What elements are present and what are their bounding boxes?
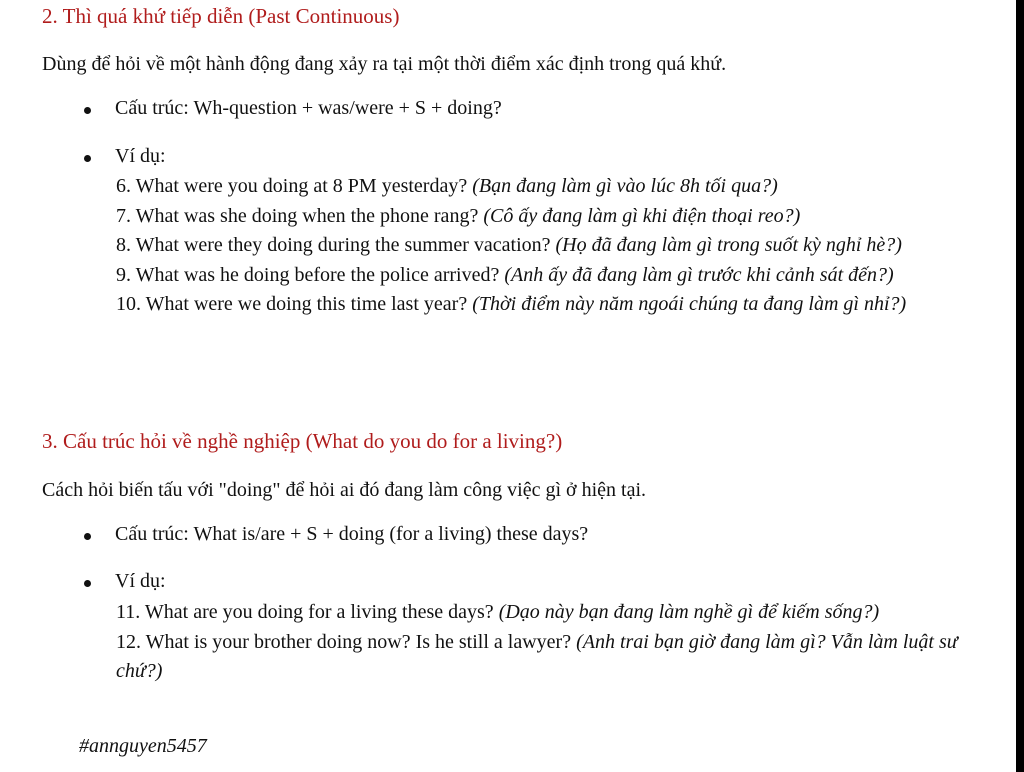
example-item [116,202,986,232]
section-3-description: Cách hỏi biến tấu với "doing" để hỏi ai đó đang làm công việc gì ở hiện tại. [42,479,647,501]
bullet-dot-icon [84,580,91,587]
example-english: 11. What are you doing for a living these days? [116,601,499,623]
bullet-dot-icon [84,107,91,114]
example-english: 10. What were we doing this time last year? [116,293,473,315]
section-2-heading: 2. Thì quá khứ tiếp diễn (Past Continuous) [42,4,400,28]
example-item [116,261,986,291]
example-vietnamese: (Dạo này bạn đang làm nghề gì để kiếm sống?) [498,601,880,623]
bullet-dot-icon [84,155,91,162]
example-vietnamese: (Anh ấy đã đang làm gì trước khi cảnh sát đến?) [504,263,894,286]
example-item [116,628,986,687]
author-hashtag: #annguyen5457 [79,735,207,757]
section-2-description: Dùng để hỏi về một hành động đang xảy ra tại một thời điểm xác định trong quá khứ. [42,53,727,75]
example-vietnamese: (Cô ấy đang làm gì khi điện thoại reo?) [483,204,801,227]
example-english: 6. What were you doing at 8 PM yesterday? [116,175,473,197]
section-2-examples-label: Ví dụ: [115,145,166,167]
example-vietnamese: (Anh trai bạn giờ đang làm gì? Vẫn làm luật sư chứ?) [116,630,958,682]
example-item [116,172,986,202]
section-3-examples-label: Ví dụ: [115,570,166,592]
section-3-example-list [116,598,986,687]
example-english: 7. What was she doing when the phone rang? [116,204,484,227]
example-vietnamese: (Họ đã đang làm gì trong suốt kỳ nghỉ hè?) [555,234,902,256]
bullet-dot-icon [84,533,91,540]
example-vietnamese: (Bạn đang làm gì vào lúc 8h tối qua?) [472,175,778,197]
section-2-structure: Cấu trúc: Wh-question + was/were + S + doing? [115,97,502,119]
section-3-structure: Cấu trúc: What is/are + S + doing (for a living) these days? [115,523,589,545]
example-english: 12. What is your brother doing now? Is he still a lawyer? [116,630,577,653]
example-item [116,231,986,261]
example-english: 8. What were they doing during the summer vacation? [116,234,556,256]
example-vietnamese: (Thời điểm này năm ngoái chúng ta đang làm gì nhỉ?) [472,293,907,315]
example-item [116,290,986,320]
example-english: 9. What was he doing before the police arrived? [116,263,505,286]
example-item [116,598,986,628]
section-3-heading: 3. Cấu trúc hỏi về nghề nghiệp (What do you do for a living?) [42,429,563,453]
section-2-example-list [116,172,986,320]
